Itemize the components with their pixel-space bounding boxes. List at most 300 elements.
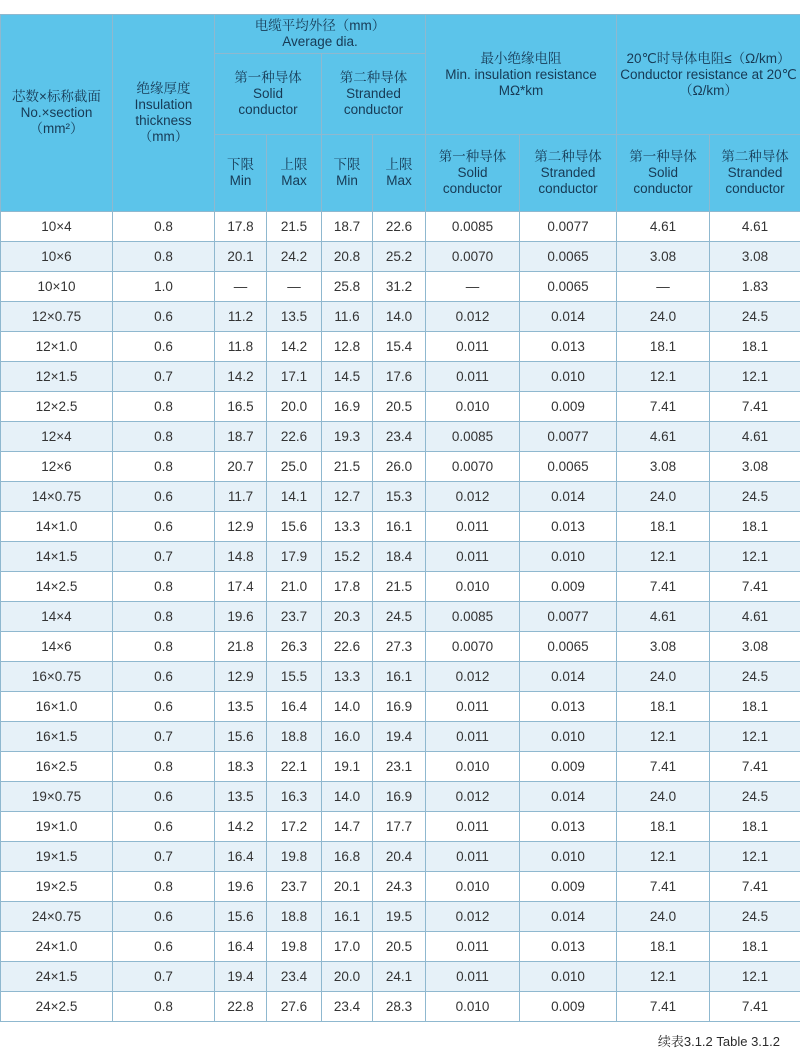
cell-dia-stranded-max: 17.7 [373,812,426,842]
cell-cond-res-solid: 24.0 [617,782,710,812]
header-ins-res-en: Min. insulation resistance [445,66,597,82]
cell-core-section: 12×0.75 [1,302,113,332]
cell-ins-res-stranded: 0.010 [520,722,617,752]
cell-ins-res-solid: 0.011 [426,692,520,722]
cell-dia-stranded-max: 20.5 [373,932,426,962]
header-dia-solid [215,54,322,135]
header-stranded-en1: Stranded [346,86,401,101]
cell-ins-res-solid: 0.012 [426,482,520,512]
cell-insulation-thickness: 0.6 [113,782,215,812]
cell-ins-res-stranded: 0.014 [520,662,617,692]
cell-ins-res-solid: 0.010 [426,752,520,782]
cell-cond-res-stranded: 12.1 [710,962,800,992]
cell-cond-res-solid: 4.61 [617,602,710,632]
cell-dia-stranded-max: 25.2 [373,242,426,272]
cell-ins-res-stranded: 0.014 [520,302,617,332]
cell-ins-res-stranded: 0.013 [520,332,617,362]
cell-ins-res-solid: 0.011 [426,932,520,962]
table-row [1,212,800,242]
cell-dia-solid-max: 14.1 [267,482,322,512]
cell-dia-solid-min: 20.7 [215,452,267,482]
cell-cond-res-solid: 18.1 [617,692,710,722]
table-row [1,932,800,962]
header-average-dia [215,15,426,54]
header-core-section-unit: （mm²） [29,121,84,136]
header-stranded-cn: 第二种导体 [339,70,408,85]
cell-dia-stranded-min: 16.8 [322,842,373,872]
cell-insulation-thickness: 0.8 [113,602,215,632]
cell-dia-solid-max: 22.1 [267,752,322,782]
cell-insulation-thickness: 0.7 [113,722,215,752]
cell-ins-res-stranded: 0.010 [520,842,617,872]
cell-ins-res-stranded: 0.013 [520,812,617,842]
cell-cond-res-stranded: 18.1 [710,332,800,362]
header-cond-res-unit: （Ω/km） [679,82,738,98]
table-row [1,692,800,722]
cell-dia-solid-min: 17.8 [215,212,267,242]
cell-dia-stranded-max: 14.0 [373,302,426,332]
cell-insulation-thickness: 0.8 [113,632,215,662]
cell-insulation-thickness: 0.8 [113,872,215,902]
cell-cond-res-solid: 4.61 [617,212,710,242]
cell-insulation-thickness: 0.7 [113,362,215,392]
cell-dia-stranded-min: 14.0 [322,782,373,812]
cell-core-section: 19×1.0 [1,812,113,842]
cell-cond-res-stranded: 7.41 [710,572,800,602]
cell-core-section: 16×1.0 [1,692,113,722]
cell-ins-res-solid: 0.010 [426,992,520,1022]
cell-insulation-thickness: 0.6 [113,332,215,362]
cell-dia-stranded-min: 13.3 [322,662,373,692]
table-body [1,212,800,1022]
cell-dia-stranded-max: 15.3 [373,482,426,512]
table-row [1,602,800,632]
cell-dia-solid-max: 22.6 [267,422,322,452]
cell-ins-res-solid: 0.0070 [426,632,520,662]
cell-cond-res-solid: 3.08 [617,452,710,482]
header-max-en: Max [386,173,412,188]
header-max-cn: 上限 [280,157,308,172]
header-core-section [1,15,113,212]
cell-dia-solid-max: 16.4 [267,692,322,722]
cell-dia-stranded-min: 13.3 [322,512,373,542]
header-average-dia-cn: 电缆平均外径（mm） [254,18,386,33]
cell-core-section: 16×0.75 [1,662,113,692]
cell-ins-res-stranded: 0.0065 [520,632,617,662]
cell-insulation-thickness: 0.6 [113,302,215,332]
cell-cond-res-solid: 12.1 [617,542,710,572]
cell-insulation-thickness: 0.8 [113,992,215,1022]
cell-cond-res-stranded: 1.83 [710,272,800,302]
header-cond-res-stranded [710,135,800,212]
cell-ins-res-stranded: 0.0077 [520,602,617,632]
cell-cond-res-stranded: 12.1 [710,542,800,572]
cell-dia-stranded-max: 16.9 [373,782,426,812]
cell-dia-stranded-min: 12.8 [322,332,373,362]
cell-insulation-thickness: 0.8 [113,572,215,602]
cell-dia-solid-max: 20.0 [267,392,322,422]
cell-cond-res-solid: 7.41 [617,392,710,422]
header-insulation-unit: （mm） [138,129,189,144]
cell-dia-stranded-min: 17.0 [322,932,373,962]
cell-cond-res-stranded: 12.1 [710,362,800,392]
cell-dia-solid-min: 11.2 [215,302,267,332]
cell-ins-res-solid: 0.012 [426,902,520,932]
header-solid-cn: 第一种导体 [234,70,302,85]
cell-core-section: 10×10 [1,272,113,302]
cell-cond-res-solid: 7.41 [617,572,710,602]
header-ins-res-stranded [520,135,617,212]
cell-dia-solid-min: 16.4 [215,932,267,962]
cell-cond-res-stranded: 24.5 [710,302,800,332]
header-ins-res-cn: 最小绝缘电阻 [480,50,562,66]
cell-ins-res-stranded: 0.009 [520,392,617,422]
cell-dia-stranded-max: 23.4 [373,422,426,452]
cell-ins-res-solid: 0.011 [426,962,520,992]
cell-core-section: 24×0.75 [1,902,113,932]
cell-dia-stranded-max: 16.1 [373,512,426,542]
cell-insulation-thickness: 0.6 [113,902,215,932]
cell-ins-res-solid: 0.0085 [426,212,520,242]
cell-core-section: 24×2.5 [1,992,113,1022]
cell-dia-stranded-min: 20.3 [322,602,373,632]
cell-core-section: 14×1.5 [1,542,113,572]
cell-dia-stranded-max: 15.4 [373,332,426,362]
cell-core-section: 14×2.5 [1,572,113,602]
cell-dia-stranded-min: 14.0 [322,692,373,722]
cell-ins-res-solid: 0.012 [426,302,520,332]
cell-dia-solid-max: 17.2 [267,812,322,842]
cell-cond-res-solid: 3.08 [617,632,710,662]
cell-dia-stranded-min: 14.7 [322,812,373,842]
cell-insulation-thickness: 0.6 [113,512,215,542]
header-cond-res-en: Conductor resistance at 20℃ [620,66,797,82]
cell-dia-stranded-min: 16.1 [322,902,373,932]
cell-dia-stranded-max: 23.1 [373,752,426,782]
cell-dia-solid-max: 19.8 [267,932,322,962]
header-cond-res-solid [617,135,710,212]
header-solid-en1: Solid [648,165,679,180]
cell-core-section: 10×4 [1,212,113,242]
table-row [1,332,800,362]
cell-dia-stranded-min: 17.8 [322,572,373,602]
header-solid-en1: Solid [457,165,488,180]
table-row [1,632,800,662]
table-row [1,452,800,482]
cell-cond-res-solid: 18.1 [617,332,710,362]
cell-insulation-thickness: 0.8 [113,422,215,452]
cell-insulation-thickness: 0.6 [113,662,215,692]
cell-dia-solid-max: 21.5 [267,212,322,242]
cell-dia-stranded-max: 20.4 [373,842,426,872]
cell-cond-res-solid: 12.1 [617,842,710,872]
cell-dia-stranded-min: 14.5 [322,362,373,392]
header-max-cn: 上限 [385,157,413,172]
table-row [1,542,800,572]
cell-insulation-thickness: 1.0 [113,272,215,302]
cell-cond-res-solid: 12.1 [617,362,710,392]
cell-cond-res-solid: 18.1 [617,932,710,962]
table-row [1,272,800,302]
cell-cond-res-stranded: 12.1 [710,842,800,872]
header-solid-en2: conductor [442,181,503,196]
cell-dia-stranded-max: 26.0 [373,452,426,482]
cell-dia-solid-min: 11.8 [215,332,267,362]
cell-core-section: 19×0.75 [1,782,113,812]
header-core-section-en: No.×section [20,105,93,120]
cell-ins-res-solid: 0.0070 [426,242,520,272]
cell-dia-stranded-max: 19.5 [373,902,426,932]
header-solid-cn: 第一种导体 [629,149,697,164]
cell-dia-stranded-min: 19.3 [322,422,373,452]
cell-dia-solid-min: 12.9 [215,512,267,542]
cell-ins-res-stranded: 0.010 [520,362,617,392]
cell-ins-res-solid: 0.011 [426,722,520,752]
cell-dia-stranded-max: 31.2 [373,272,426,302]
cell-dia-stranded-min: 19.1 [322,752,373,782]
cell-insulation-thickness: 0.8 [113,392,215,422]
table-row [1,572,800,602]
cell-ins-res-stranded: 0.010 [520,962,617,992]
cell-dia-solid-max: 21.0 [267,572,322,602]
cell-cond-res-solid: 24.0 [617,302,710,332]
cell-dia-solid-min: 15.6 [215,902,267,932]
cell-cond-res-stranded: 18.1 [710,512,800,542]
cell-cond-res-stranded: 24.5 [710,662,800,692]
cell-ins-res-solid: 0.010 [426,572,520,602]
cell-cond-res-stranded: 18.1 [710,932,800,962]
cell-dia-solid-min: 16.5 [215,392,267,422]
cell-cond-res-solid: 7.41 [617,872,710,902]
cell-cond-res-stranded: 7.41 [710,872,800,902]
cell-core-section: 14×1.0 [1,512,113,542]
cell-dia-solid-min: 19.6 [215,602,267,632]
cell-ins-res-stranded: 0.0065 [520,452,617,482]
cell-ins-res-stranded: 0.014 [520,782,617,812]
cell-ins-res-stranded: 0.0077 [520,422,617,452]
cell-dia-solid-max: 15.6 [267,512,322,542]
cell-dia-stranded-min: 20.0 [322,962,373,992]
cell-cond-res-stranded: 4.61 [710,212,800,242]
cell-core-section: 12×1.5 [1,362,113,392]
cell-ins-res-solid: — [426,272,520,302]
cell-dia-stranded-max: 16.9 [373,692,426,722]
cell-cond-res-solid: — [617,272,710,302]
cable-spec-table [0,14,800,1022]
cell-dia-solid-min: 18.3 [215,752,267,782]
cell-core-section: 16×2.5 [1,752,113,782]
table-row [1,842,800,872]
cell-core-section: 19×2.5 [1,872,113,902]
cell-dia-solid-min: 13.5 [215,782,267,812]
cell-cond-res-stranded: 24.5 [710,902,800,932]
cell-dia-solid-max: 18.8 [267,902,322,932]
cell-cond-res-solid: 24.0 [617,482,710,512]
cell-dia-stranded-min: 12.7 [322,482,373,512]
cell-core-section: 19×1.5 [1,842,113,872]
cell-cond-res-solid: 3.08 [617,242,710,272]
cell-dia-stranded-min: 16.9 [322,392,373,422]
cell-insulation-thickness: 0.7 [113,842,215,872]
cell-cond-res-stranded: 4.61 [710,422,800,452]
header-solid-en1: Solid [252,86,284,101]
cell-ins-res-stranded: 0.010 [520,542,617,572]
cell-dia-stranded-max: 28.3 [373,992,426,1022]
header-core-section-cn: 芯数×标称截面 [12,89,101,104]
cell-dia-solid-min: 20.1 [215,242,267,272]
cell-dia-stranded-max: 24.1 [373,962,426,992]
cell-dia-stranded-min: 25.8 [322,272,373,302]
cell-cond-res-solid: 7.41 [617,992,710,1022]
cell-dia-stranded-max: 21.5 [373,572,426,602]
header-stranded-en2: conductor [725,181,785,196]
cell-cond-res-stranded: 18.1 [710,692,800,722]
cell-dia-solid-min: 17.4 [215,572,267,602]
cell-cond-res-stranded: 3.08 [710,632,800,662]
header-insulation [113,15,215,212]
cell-dia-solid-min: — [215,272,267,302]
cell-ins-res-solid: 0.011 [426,842,520,872]
cell-dia-solid-min: 15.6 [215,722,267,752]
cell-dia-solid-max: 26.3 [267,632,322,662]
cell-dia-solid-min: 18.7 [215,422,267,452]
header-ins-res-unit: MΩ*km [498,82,544,98]
header-dia-stranded [322,54,426,135]
header-solid-max [267,135,322,212]
cell-dia-solid-min: 16.4 [215,842,267,872]
table-row [1,662,800,692]
cell-dia-stranded-min: 20.1 [322,872,373,902]
table-caption: 续表3.1.2 Table 3.1.2 [657,1034,780,1049]
cell-dia-solid-min: 19.4 [215,962,267,992]
cell-dia-stranded-min: 21.5 [322,452,373,482]
cell-dia-solid-max: 17.9 [267,542,322,572]
cell-cond-res-stranded: 7.41 [710,992,800,1022]
cell-dia-solid-max: 18.8 [267,722,322,752]
cell-cond-res-solid: 18.1 [617,512,710,542]
cell-core-section: 12×2.5 [1,392,113,422]
header-stranded-cn: 第二种导体 [534,149,602,164]
cell-ins-res-stranded: 0.013 [520,512,617,542]
header-stranded-en2: conductor [538,181,598,196]
cell-ins-res-stranded: 0.0065 [520,242,617,272]
cell-ins-res-stranded: 0.013 [520,692,617,722]
cell-dia-solid-min: 14.2 [215,812,267,842]
cell-ins-res-solid: 0.010 [426,872,520,902]
cell-ins-res-solid: 0.010 [426,392,520,422]
header-insulation-resistance [426,15,617,135]
cell-cond-res-solid: 4.61 [617,422,710,452]
cell-cond-res-stranded: 24.5 [710,782,800,812]
cell-insulation-thickness: 0.7 [113,962,215,992]
cell-dia-stranded-min: 15.2 [322,542,373,572]
table-row [1,872,800,902]
header-stranded-en2: conductor [343,102,404,117]
cell-ins-res-solid: 0.0070 [426,452,520,482]
table-row [1,242,800,272]
table-row [1,482,800,512]
cell-cond-res-solid: 12.1 [617,962,710,992]
cell-dia-solid-max: 17.1 [267,362,322,392]
table-row [1,782,800,812]
cell-insulation-thickness: 0.8 [113,212,215,242]
header-min-en: Min [336,173,358,188]
cell-dia-solid-max: 14.2 [267,332,322,362]
header-insulation-cn: 绝缘厚度 [136,81,191,96]
cell-ins-res-solid: 0.011 [426,542,520,572]
header-min-en: Min [229,173,252,188]
cell-ins-res-stranded: 0.014 [520,902,617,932]
cell-dia-solid-min: 11.7 [215,482,267,512]
header-solid-min [215,135,267,212]
cell-cond-res-stranded: 7.41 [710,752,800,782]
cell-dia-stranded-max: 22.6 [373,212,426,242]
header-insulation-en1: Insulation [134,97,193,112]
cell-dia-stranded-max: 16.1 [373,662,426,692]
cell-cond-res-stranded: 3.08 [710,452,800,482]
cell-core-section: 24×1.5 [1,962,113,992]
header-solid-en2: conductor [633,181,693,196]
cell-dia-solid-max: — [267,272,322,302]
cell-dia-stranded-min: 11.6 [322,302,373,332]
cell-ins-res-solid: 0.0085 [426,602,520,632]
cell-cond-res-stranded: 24.5 [710,482,800,512]
cell-dia-stranded-min: 16.0 [322,722,373,752]
cell-cond-res-stranded: 3.08 [710,242,800,272]
cell-ins-res-stranded: 0.013 [520,932,617,962]
cell-dia-stranded-min: 18.7 [322,212,373,242]
cell-core-section: 14×0.75 [1,482,113,512]
cell-ins-res-stranded: 0.009 [520,752,617,782]
table-row [1,962,800,992]
cell-cond-res-solid: 18.1 [617,812,710,842]
cell-cond-res-solid: 24.0 [617,902,710,932]
cell-ins-res-solid: 0.0085 [426,422,520,452]
cell-insulation-thickness: 0.7 [113,542,215,572]
cell-dia-solid-min: 13.5 [215,692,267,722]
cell-dia-stranded-max: 27.3 [373,632,426,662]
cell-dia-solid-min: 19.6 [215,872,267,902]
cell-ins-res-stranded: 0.009 [520,572,617,602]
cell-ins-res-solid: 0.011 [426,332,520,362]
cell-cond-res-stranded: 7.41 [710,392,800,422]
cell-ins-res-stranded: 0.0077 [520,212,617,242]
header-solid-en2: conductor [238,102,298,117]
cell-ins-res-solid: 0.011 [426,362,520,392]
cell-core-section: 12×6 [1,452,113,482]
cell-insulation-thickness: 0.8 [113,242,215,272]
table-row [1,812,800,842]
cell-dia-stranded-max: 18.4 [373,542,426,572]
cell-ins-res-solid: 0.012 [426,782,520,812]
cell-dia-solid-max: 24.2 [267,242,322,272]
cell-insulation-thickness: 0.6 [113,932,215,962]
cell-core-section: 24×1.0 [1,932,113,962]
cell-cond-res-stranded: 18.1 [710,812,800,842]
cell-cond-res-solid: 24.0 [617,662,710,692]
cell-dia-stranded-max: 19.4 [373,722,426,752]
cell-ins-res-stranded: 0.009 [520,872,617,902]
cell-dia-stranded-max: 24.5 [373,602,426,632]
cell-dia-stranded-min: 20.8 [322,242,373,272]
header-stranded-max [373,135,426,212]
cell-insulation-thickness: 0.6 [113,812,215,842]
cell-dia-solid-max: 23.7 [267,872,322,902]
header-average-dia-en: Average dia. [282,34,358,49]
header-conductor-resistance [617,15,800,135]
cell-cond-res-solid: 7.41 [617,752,710,782]
table-row [1,512,800,542]
